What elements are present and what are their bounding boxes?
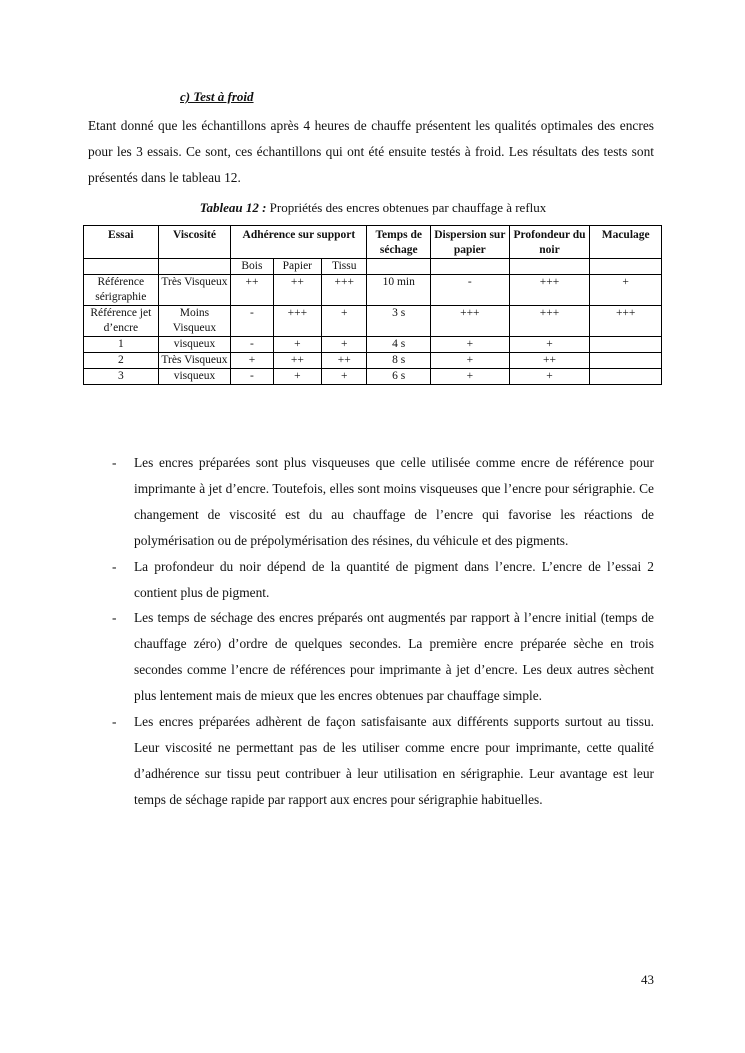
subheader-papier: Papier [273,259,321,275]
cell-dispersion: + [430,369,509,385]
cell-tissu: + [322,337,367,353]
bullet-dash: - [112,610,117,626]
cell-essai: 1 [84,337,159,353]
bullet-text: Les temps de séchage des encres préparés ont augmentés par rapport à l’encre initial (temps de chauffage zéro) d’ordre de quelques secondes. La première encre préparée sèche en trois secondes comme l’encre de références pour imprimante à jet d’encre. Les deux autres sèchent plus lentement mais de mieux que les encres obtenues par chauffage simple. [134,610,654,704]
header-maculage: Maculage [590,226,662,259]
table-caption-text: Propriétés des encres obtenues par chauffage à reflux [266,200,547,215]
header-profondeur: Profondeur du noir [509,226,590,259]
cell-viscosite: Très Visqueux [158,353,231,369]
cell-essai: 2 [84,353,159,369]
table-header-row [84,226,662,259]
cell-essai: 3 [84,369,159,385]
header-essai: Essai [84,226,159,259]
header-viscosite: Viscosité [158,226,231,259]
cell-viscosite: visqueux [158,337,231,353]
list-item [88,450,654,554]
cell-profondeur: +++ [509,275,590,306]
cell-profondeur: + [509,337,590,353]
cell-maculage [590,369,662,385]
header-adherence: Adhérence sur support [231,226,367,259]
cell-maculage [590,337,662,353]
cell-tissu: + [322,306,367,337]
list-item [88,605,654,709]
cell-viscosite: Moins Visqueux [158,306,231,337]
cell-bois: - [231,337,273,353]
subheader-bois: Bois [231,259,273,275]
header-dispersion: Dispersion sur papier [430,226,509,259]
table-row [84,275,662,306]
header-temps-sechage: Temps de séchage [367,226,431,259]
cell-temps: 3 s [367,306,431,337]
cell-dispersion: + [430,337,509,353]
cell-papier: +++ [273,306,321,337]
table-cell [367,259,431,275]
table-cell [430,259,509,275]
cell-maculage: + [590,275,662,306]
cell-temps: 6 s [367,369,431,385]
cell-dispersion: + [430,353,509,369]
table-row [84,337,662,353]
cell-profondeur: ++ [509,353,590,369]
cell-tissu: +++ [322,275,367,306]
cell-bois: - [231,369,273,385]
cell-essai: Référence sérigraphie [84,275,159,306]
table-cell [509,259,590,275]
bullet-dash: - [112,714,117,730]
table-cell [84,259,159,275]
cell-temps: 8 s [367,353,431,369]
cell-essai: Référence jet d’encre [84,306,159,337]
list-item [88,709,654,813]
cell-maculage [590,353,662,369]
table-cell [158,259,231,275]
table-row [84,306,662,337]
cell-temps: 10 min [367,275,431,306]
subheader-tissu: Tissu [322,259,367,275]
cell-bois: ++ [231,275,273,306]
cell-tissu: ++ [322,353,367,369]
cell-temps: 4 s [367,337,431,353]
cell-bois: + [231,353,273,369]
table-row [84,369,662,385]
cell-profondeur: + [509,369,590,385]
cell-tissu: + [322,369,367,385]
table-subheader-row [84,259,662,275]
section-heading: c) Test à froid [180,89,254,104]
cell-papier: ++ [273,353,321,369]
table-cell [590,259,662,275]
cell-viscosite: Très Visqueux [158,275,231,306]
bullet-list [88,450,654,813]
cell-viscosite: visqueux [158,369,231,385]
bullet-dash: - [112,558,117,574]
bullet-text: Les encres préparées sont plus visqueuses que celle utilisée comme encre de référence pour imprimante à jet d’encre. Toutefois, elles sont moins visqueuses que l’encre pour sérigraphie. Ce changement de viscosité est du au chauffage de l’encre qui favorise les réactions de polymérisation ou de prépolymérisation des résines, du véhicule et des pigments. [134,455,654,548]
bullet-dash: - [112,455,117,470]
cell-papier: + [273,337,321,353]
table-caption [84,200,662,216]
page-number: 43 [641,972,654,987]
bullet-text: La profondeur du noir dépend de la quantité de pigment dans l’encre. L’encre de l’essai 2 contient plus de pigment. [134,558,654,600]
cell-profondeur: +++ [509,306,590,337]
cell-bois: - [231,306,273,337]
table-caption-label: Tableau 12 : [199,200,267,215]
intro-paragraph: Etant donné que les échantillons après 4 heures de chauffe présentent les qualités optimales des encres pour les 3 essais. Ce sont, ces échantillons qui ont été ensuite testés à froid. Les résultats des tests sont présentés dans le tableau 12. [88,118,654,185]
cell-dispersion: - [430,275,509,306]
table-row [84,353,662,369]
cell-papier: + [273,369,321,385]
cell-maculage: +++ [590,306,662,337]
cell-dispersion: +++ [430,306,509,337]
cell-papier: ++ [273,275,321,306]
properties-table [83,225,662,385]
list-item [88,554,654,606]
bullet-text: Les encres préparées adhèrent de façon satisfaisante aux différents supports surtout au tissu. Leur viscosité ne permettant pas de les utiliser comme encre pour imprimante, cette qualité d’adhérence sur tissu peut contribuer à leur utilisation en sérigraphie. Leur avantage est leur temps de séchage rapide par rapport aux encres pour sérigraphie habituelles. [134,714,654,807]
